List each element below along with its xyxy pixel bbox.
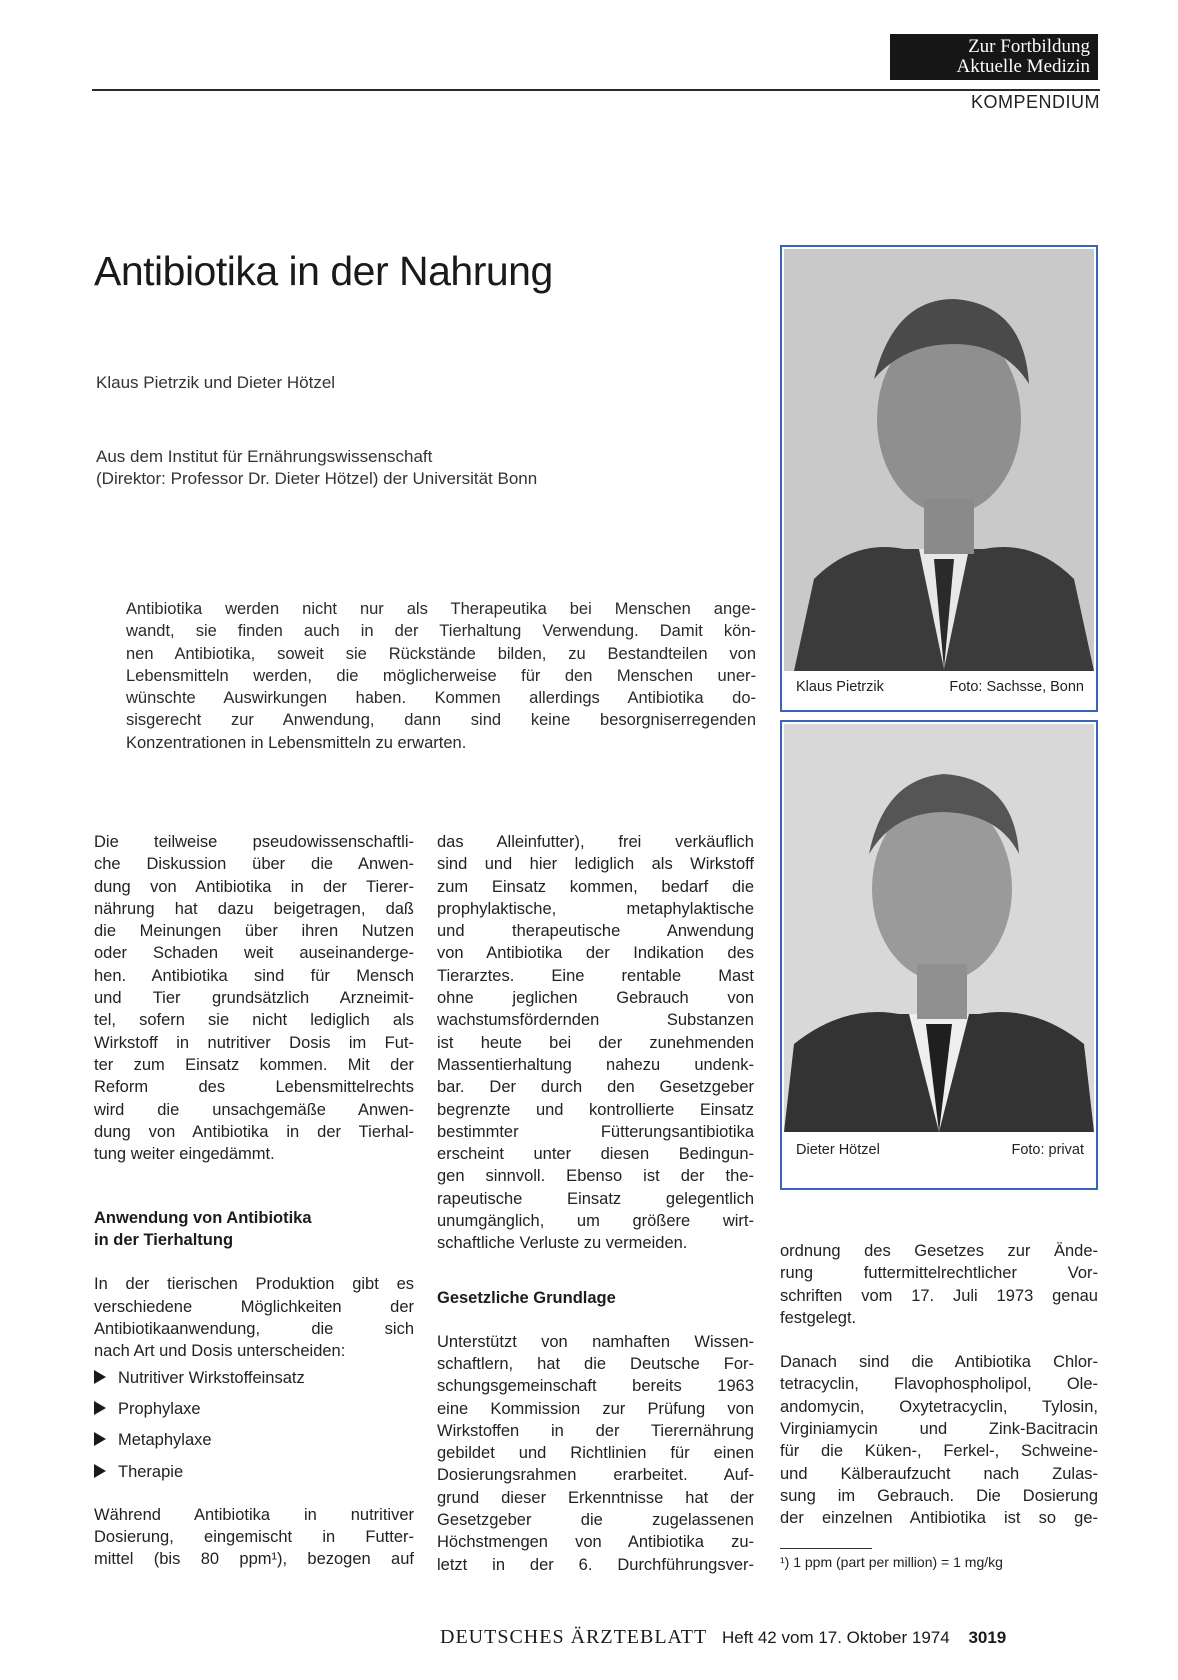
text-line: das Alleinfutter), frei verkäuflich: [437, 833, 754, 851]
article-title: Antibiotika in der Nahrung: [94, 248, 553, 294]
triangle-bullet-icon: [94, 1401, 106, 1415]
text-line: nährung hat dazu beigetragen, daß: [94, 899, 414, 918]
text-line: schaftliche Verluste zu vermeiden.: [437, 1234, 688, 1253]
text-line: Gesetzgeber die zugelassenen: [437, 1511, 754, 1530]
article-affiliation: [96, 446, 537, 490]
text-line: schaftlern, hat die Deutsche For-: [437, 1354, 754, 1373]
text-line: Massentierhaltung nahezu undenk-: [437, 1055, 754, 1074]
text-line: gebildet und Richtlinien für einen: [437, 1444, 754, 1463]
text-line: Wirkstoffen in der Tierernährung: [437, 1421, 754, 1440]
heading-line: Anwendung von Antibiotika: [94, 1209, 312, 1228]
text-line: Virginiamycin und Zink-Bacitracin: [780, 1420, 1098, 1439]
abstract-line: sisgerecht zur Anwendung, dann sind keine besorgniserregenden: [126, 711, 756, 730]
issue-info: Heft 42 vom 17. Oktober 1974: [721, 1628, 950, 1647]
text-line: Während Antibiotika in nutritiver: [94, 1505, 414, 1524]
text-line: und Tier grundsätzlich Arzneimit-: [94, 989, 414, 1008]
text-line: Dosierung, eingemischt in Futter-: [94, 1528, 414, 1547]
text-line: Reform des Lebensmittelrechts: [94, 1078, 414, 1097]
text-line: Antibiotikaanwendung, die sich: [94, 1320, 414, 1339]
badge-line-2: Aktuelle Medizin: [956, 56, 1090, 77]
footnote-rule: [780, 1548, 872, 1549]
triangle-bullet-icon: [94, 1370, 106, 1384]
article-authors: Klaus Pietrzik und Dieter Hötzel: [96, 373, 336, 392]
list-item: [94, 1461, 414, 1483]
text-line: bar. Der durch den Gesetzgeber: [437, 1078, 754, 1097]
section-heading-anwendung: [94, 1207, 414, 1251]
text-line: eine Kommission zur Prüfung von: [437, 1399, 754, 1418]
text-line: tung weiter eingedämmt.: [94, 1145, 275, 1164]
footnote: ¹) 1 ppm (part per million) = 1 mg/kg: [780, 1554, 1003, 1570]
abstract-line: nen Antibiotika, soweit sie Rückstände bilden, zu Bestandteilen von: [126, 644, 756, 663]
photo-caption-credit: Foto: privat: [1011, 1142, 1084, 1158]
body-column-1: [94, 831, 414, 1571]
portrait-photo-hoetzel: [784, 724, 1094, 1132]
text-line: rung futtermittelrechtlicher Vor-: [780, 1264, 1098, 1283]
text-line: ohne jeglichen Gebrauch von: [437, 989, 754, 1008]
text-line: zum Einsatz kommen, bedarf die: [437, 877, 754, 896]
text-line: Danach sind die Antibiotika Chlor-: [780, 1353, 1098, 1372]
heading-line: in der Tierhaltung: [94, 1231, 234, 1250]
text-line: letzt in der 6. Durchführungsver-: [437, 1555, 754, 1574]
abstract: [126, 598, 756, 754]
list-item-label: Therapie: [118, 1462, 184, 1481]
affiliation-line-2: (Direktor: Professor Dr. Dieter Hötzel) der Universität Bonn: [96, 469, 538, 488]
text-line: für die Küken-, Ferkel-, Schweine-: [780, 1442, 1098, 1461]
text-line: Wirkstoff in nutritiver Dosis im Fut-: [94, 1033, 414, 1052]
text-line: begrenzte und kontrollierte Einsatz: [437, 1100, 754, 1119]
text-line: grund dieser Erkenntnisse hat der: [437, 1488, 754, 1507]
text-line: hen. Antibiotika sind für Mensch: [94, 966, 414, 985]
text-line: sung im Gebrauch. Die Dosierung: [780, 1486, 1098, 1505]
section-heading-grundlage: Gesetzliche Grundlage: [437, 1288, 616, 1307]
journal-masthead: DEUTSCHES ÄRZTEBLATT: [440, 1626, 708, 1648]
badge-line-1: Zur Fortbildung: [968, 36, 1090, 57]
text-line: der einzelnen Antibiotika ist so ge-: [780, 1509, 1098, 1528]
text-line: Die teilweise pseudowissenschaftli-: [94, 833, 414, 851]
text-line: che Diskussion über die Anwen-: [94, 855, 414, 874]
abstract-line: Konzentrationen in Lebensmitteln zu erwarten.: [126, 733, 467, 752]
text-line: und therapeutische Anwendung: [437, 922, 754, 941]
text-line: von Antibiotika der Indikation des: [437, 944, 754, 963]
text-line: prophylaktische, metaphylaktische: [437, 899, 754, 918]
portrait-silhouette-icon: [784, 724, 1094, 1132]
body-column-2: [437, 831, 754, 1576]
text-line: die Meinungen über ihren Nutzen: [94, 922, 414, 941]
text-line: mittel (bis 80 ppm¹), bezogen auf: [94, 1550, 414, 1569]
list-item: [94, 1398, 414, 1420]
abstract-line: Antibiotika werden nicht nur als Therapeutika bei Menschen ange-: [126, 600, 756, 618]
page-number: 3019: [968, 1628, 1007, 1647]
text-line: bestimmter Fütterungsantibiotika: [437, 1122, 754, 1141]
text-line: wird die unsachgemäße Anwen-: [94, 1100, 414, 1119]
photo-frame-pietrzik: [780, 245, 1098, 712]
text-line: verschiedene Möglichkeiten der: [94, 1297, 414, 1316]
text-line: dung von Antibiotika in der Tierer-: [94, 877, 414, 896]
abstract-line: wandt, sie finden auch in der Tierhaltung Verwendung. Damit kön-: [126, 622, 756, 641]
text-line: Dosierungsrahmen erarbeitet. Auf-: [437, 1466, 754, 1485]
text-line: In der tierischen Produktion gibt es: [94, 1275, 414, 1294]
text-line: wachstumsfördernden Substanzen: [437, 1011, 754, 1030]
triangle-bullet-icon: [94, 1432, 106, 1446]
body-column-3: [780, 1240, 1098, 1530]
text-line: andomycin, Oxytetracyclin, Tylosin,: [780, 1397, 1098, 1416]
text-line: ordnung des Gesetzes zur Ände-: [780, 1242, 1098, 1260]
list-item-label: Prophylaxe: [118, 1399, 201, 1418]
page-footer: [440, 1626, 1100, 1649]
text-line: und Kälberaufzucht nach Zulas-: [780, 1464, 1098, 1483]
text-line: Höchstmengen von Antibiotika zu-: [437, 1533, 754, 1552]
photo-frame-hoetzel: [780, 720, 1098, 1190]
abstract-line: wünschte Auswirkungen haben. Kommen allerdings Antibiotika do-: [126, 689, 756, 708]
text-line: dung von Antibiotika in der Tierhal-: [94, 1122, 414, 1141]
portrait-silhouette-icon: [784, 249, 1094, 671]
text-line: tetracyclin, Flavophospholipol, Ole-: [780, 1375, 1098, 1394]
text-line: tel, sofern sie nicht lediglich als: [94, 1011, 414, 1030]
section-label: KOMPENDIUM: [970, 92, 1100, 112]
list-item: [94, 1429, 414, 1451]
text-line: nach Art und Dosis unterscheiden:: [94, 1342, 346, 1361]
list-item: [94, 1367, 414, 1389]
text-line: rapeutische Einsatz gelegentlich: [437, 1189, 754, 1208]
text-line: Unterstützt von namhaften Wissen-: [437, 1332, 754, 1351]
portrait-photo-pietrzik: [784, 249, 1094, 671]
text-line: ist heute bei der zunehmenden: [437, 1033, 754, 1052]
text-line: gen sinnvoll. Ebenso ist der the-: [437, 1167, 754, 1186]
header-rule: [92, 89, 1100, 91]
photo-caption-credit: Foto: Sachsse, Bonn: [949, 679, 1084, 695]
list-item-label: Nutritiver Wirkstoffeinsatz: [118, 1368, 305, 1387]
photo-caption-name: Klaus Pietrzik: [796, 679, 884, 695]
triangle-bullet-icon: [94, 1464, 106, 1478]
text-line: schungsgemeinschaft bereits 1963: [437, 1377, 754, 1396]
text-line: ter zum Einsatz kommen. Mit der: [94, 1055, 414, 1074]
abstract-line: Lebensmitteln werden, die möglicherweise für den Menschen uner-: [126, 666, 756, 685]
list-item-label: Metaphylaxe: [118, 1431, 212, 1450]
text-line: sind und hier lediglich als Wirkstoff: [437, 855, 754, 874]
text-line: Tierarztes. Eine rentable Mast: [437, 966, 754, 985]
photo-caption-name: Dieter Hötzel: [796, 1142, 880, 1158]
text-line: erscheint unter diesen Bedingun-: [437, 1145, 754, 1164]
section-badge: [890, 34, 1098, 80]
text-line: oder Schaden weit auseinanderge-: [94, 944, 414, 963]
text-line: unumgänglich, um größere wirt-: [437, 1212, 754, 1231]
text-line: festgelegt.: [780, 1308, 857, 1327]
affiliation-line-1: Aus dem Institut für Ernährungswissenschaft: [96, 447, 433, 466]
text-line: schriften vom 17. Juli 1973 genau: [780, 1286, 1098, 1305]
